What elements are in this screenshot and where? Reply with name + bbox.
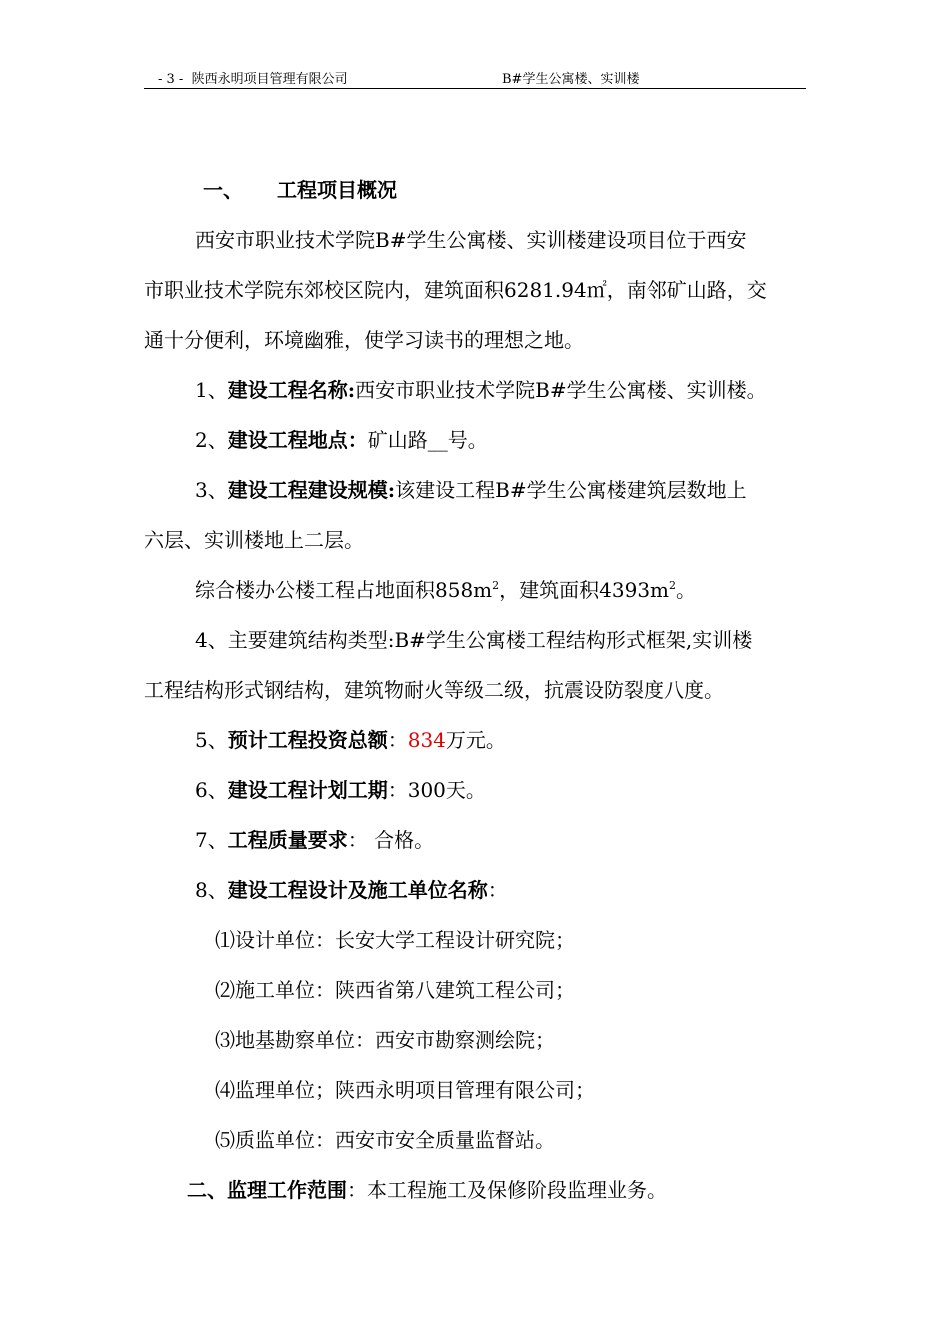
- item-area: [195, 576, 696, 604]
- area-mid: ，建筑面积4393m: [499, 578, 670, 602]
- header-company: 陕西永明项目管理有限公司: [191, 72, 348, 87]
- item-num: 5、: [195, 728, 228, 752]
- header-left: [158, 68, 348, 87]
- area-prefix: 综合楼办公楼工程占地面积858m: [195, 578, 493, 602]
- intro-line-2: 市职业技术学院东郊校区院内，建筑面积6281.94㎡，南邻矿山路，交: [144, 278, 767, 302]
- area-sup: 2: [492, 579, 500, 592]
- item-label: 工程质量要求: [227, 828, 348, 852]
- item-label: 建设工程设计及施工单位名称: [227, 878, 488, 902]
- header-project: B#学生公寓楼、实训楼: [502, 72, 640, 87]
- item-num: 8、: [195, 878, 228, 902]
- item-label: 建设工程计划工期: [227, 778, 388, 802]
- unit-survey: ⑶地基勘察单位：西安市勘察测绘院；: [215, 1028, 555, 1052]
- page-header: [144, 64, 806, 89]
- item-scale: [195, 476, 747, 504]
- item-value: 矿山路__号。: [367, 428, 488, 452]
- item-project-name: [195, 376, 767, 404]
- area-end: 。: [676, 578, 697, 602]
- unit-design: ⑴设计单位：长安大学工程设计研究院；: [215, 928, 575, 952]
- section1-num: 一、: [203, 178, 243, 202]
- item-label: 预计工程投资总额: [227, 728, 388, 752]
- item-location: [195, 426, 488, 454]
- investment-unit: 万元。: [445, 728, 506, 752]
- item-value: ：300天。: [387, 778, 486, 802]
- section1-heading: [203, 176, 397, 204]
- section2-label: 二、监理工作范围: [187, 1178, 347, 1202]
- intro-line-1: 西安市职业技术学院B#学生公寓楼、实训楼建设项目位于西安: [195, 228, 747, 252]
- intro-line-3: 通十分便利，环境幽雅，使学习读书的理想之地。: [144, 328, 584, 352]
- item-value: 西安市职业技术学院B#学生公寓楼、实训楼。: [355, 378, 767, 402]
- item-num: 6、: [195, 778, 228, 802]
- item-value: ：: [487, 878, 508, 902]
- item-num: 1、: [195, 378, 228, 402]
- section2: [187, 1176, 667, 1204]
- item-quality: [195, 826, 434, 854]
- item-num: 3、: [195, 478, 228, 502]
- page-number: - 3 -: [158, 72, 184, 87]
- unit-construction: ⑵施工单位：陕西省第八建筑工程公司；: [215, 978, 575, 1002]
- item-units-heading: [195, 876, 508, 904]
- item-num: 7、: [195, 828, 228, 852]
- unit-quality-supervision: ⑸质监单位：西安市安全质量监督站。: [215, 1128, 555, 1152]
- area-sup: 2: [669, 579, 677, 592]
- section2-value: ：本工程施工及保修阶段监理业务。: [347, 1178, 667, 1202]
- unit-supervision: ⑷监理单位；陕西永明项目管理有限公司；: [215, 1078, 595, 1102]
- item-structure-2: 工程结构形式钢结构，建筑物耐火等级二级，抗震设防裂度八度。: [144, 678, 724, 702]
- item-label: 建设工程名称:: [227, 378, 356, 402]
- item-structure-1: 4、主要建筑结构类型:B#学生公寓楼工程结构形式框架,实训楼: [195, 628, 753, 652]
- item-num: 2、: [195, 428, 228, 452]
- item-scale-cont: 六层、实训楼地上二层。: [144, 528, 364, 552]
- item-value: 该建设工程B#学生公寓楼建筑层数地上: [395, 478, 747, 502]
- item-investment: [195, 726, 506, 754]
- investment-amount: 834: [407, 728, 446, 752]
- item-value: ： 合格。: [347, 828, 435, 852]
- item-colon: ：: [387, 728, 408, 752]
- item-label: 建设工程建设规模:: [227, 478, 396, 502]
- section1-title: 工程项目概况: [277, 178, 397, 202]
- item-duration: [195, 776, 486, 804]
- item-label: 建设工程地点：: [227, 428, 368, 452]
